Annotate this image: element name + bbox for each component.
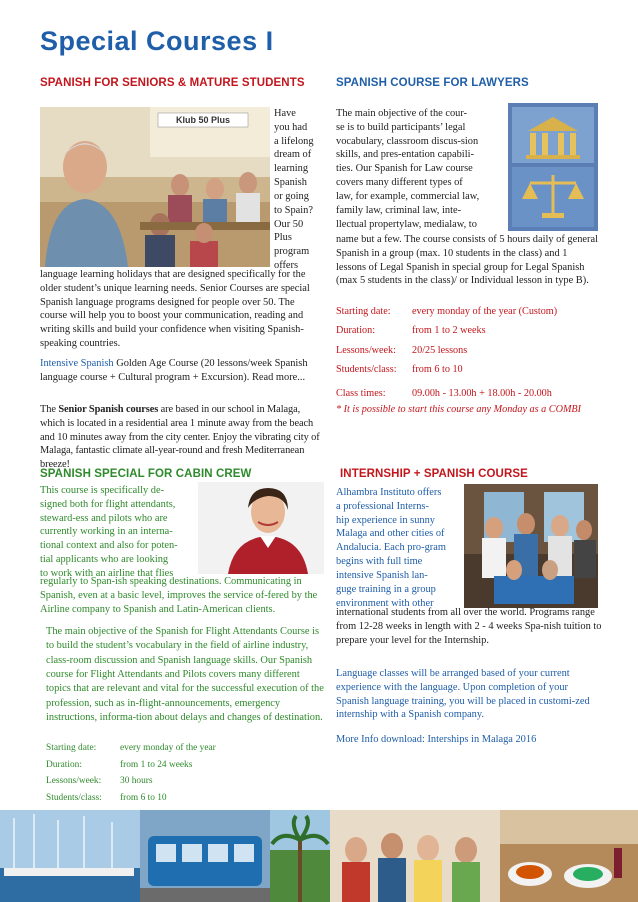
cabin-objective: The main objective of the Spanish for Flight Attendants Course is to build the student’s vocabulary in the field of airline industry, class-room discussion and Spanish language skills. Our Spanish course for Flight Attendants and Pilots covers many different topics that are relevant and vital for the successful execution of the profession, such as in-flight-announcements, emergency instructions, informa-tion about delays and changes of destination. [46, 626, 324, 724]
seniors-side-line: you had [274, 121, 308, 133]
internship-heading: INTERNSHIP + SPANISH COURSE [340, 468, 528, 480]
school-rest: are based in our school in Malaga, which is located in a residential area 1 minute away from the beach and 10 minutes away from the city center. Enjoy the vibrating city of Malaga, fantastic climate all-year-round and fresh Mediterranean breeze! [40, 404, 320, 471]
lawyers-line: se is to build participants’ legal [336, 121, 466, 133]
seniors-heading: SPANISH FOR SENIORS & MATURE STUDENTS [40, 77, 305, 89]
internship-more-info-link[interactable]: More Info download: Interships in Malaga 2016 [336, 734, 537, 745]
internship-line: Malaga and other cities of [336, 528, 445, 540]
lawyers-detail-row [336, 384, 606, 403]
internship-line: intensive Spanish lan- [336, 569, 428, 581]
internship-line: Andalucia. Each pro-gram [336, 542, 446, 554]
lawyers-line: covers many different types of [336, 177, 463, 189]
internship-photo [464, 484, 598, 608]
seniors-side-line: Plus [274, 232, 292, 244]
internship-body: international students from all over the world. Programs range from 12-28 weeks in length with 2 - 4 weeks Spa-nish tuition to prepare your level for the Internship. [336, 607, 602, 646]
detail-label: Starting date: [46, 743, 97, 753]
detail-label: Students/class: [336, 364, 397, 376]
lawyers-detail-row [336, 321, 606, 340]
detail-label: Class times: [336, 387, 386, 399]
internship-line: Alhambra Instituto offers [336, 487, 442, 498]
cabin-detail-row [46, 790, 306, 807]
detail-value: every monday of the year [120, 743, 216, 753]
intensive-rest: Golden Age Course (20 lessons/week Spanish language course + Cultural program + Excursion). Read more... [40, 358, 308, 383]
page-title: Special Courses I [40, 26, 274, 56]
detail-value: from 1 to 24 weeks [120, 759, 193, 770]
detail-value: from 6 to 10 [120, 793, 167, 804]
cabin-line: signed both for flight attendants, [40, 498, 176, 510]
detail-label: Duration: [46, 759, 82, 770]
lawyers-line: skills, and pres-entation capabili- [336, 149, 474, 161]
cabin-line: tional context and also for poten- [40, 540, 178, 552]
detail-label: Lessons/week: [46, 776, 102, 787]
detail-label: Lessons/week: [336, 344, 396, 356]
cabin-line: to work with an airline that flies [40, 567, 174, 579]
lawyers-line: ties. Our Spanish for Law course [336, 163, 473, 175]
lawyers-line: The main objective of the cour- [336, 108, 468, 119]
lawyers-body: name but a few. The course consists of 5 hours daily of general Spanish in a group (max. 10 students in the class) and 1 lessons of Legal Spanish in special group for Legal Spanish (max 5 students in the class)/ or Individual lesson in type B). [336, 234, 598, 287]
detail-value: from 1 to 2 weeks [412, 325, 486, 337]
seniors-side-line: program [274, 246, 310, 258]
cabin-line: tial applicants who are looking [40, 554, 169, 566]
intensive-spanish-link[interactable]: Intensive Spanish [40, 358, 114, 369]
internship-top-text [336, 486, 464, 610]
cabin-photo [198, 482, 324, 574]
seniors-body: language learning holidays that are designed specifically for the older student’s unique learning needs. Senior Courses are special Spanish language programs designed for people over 50. The course will help you to boost your communication, reading and writing skills and build your confidence when visiting Spanish-speaking countries. [40, 269, 310, 350]
detail-label: Students/class: [46, 793, 102, 804]
seniors-side-line: Have [274, 108, 296, 119]
lawyers-line: family law, criminal law, inte- [336, 204, 462, 216]
seniors-side-line: offers [274, 260, 299, 272]
seniors-side-text [274, 107, 324, 273]
seniors-side-line: learning [274, 163, 309, 175]
footer-photo-strip [0, 810, 638, 902]
detail-value: 09.00h - 13.00h + 18.00h - 20.00h [412, 387, 552, 399]
detail-value: from 6 to 10 [412, 364, 463, 376]
lawyers-heading: SPANISH COURSE FOR LAWYERS [336, 77, 529, 89]
cabin-heading: SPANISH SPECIAL FOR CABIN CREW [40, 468, 252, 480]
cabin-detail-row [46, 773, 306, 790]
internship-line: environment with other [336, 597, 434, 609]
klub-sign-text: Klub 50 Plus [175, 115, 231, 125]
seniors-side-line: Our 50 [274, 218, 304, 230]
internship-line: begins with full time [336, 556, 423, 568]
cabin-line: currently working in an interna- [40, 526, 173, 538]
cabin-detail-row [46, 740, 306, 757]
cabin-line: This course is specifically de- [40, 485, 165, 496]
lawyers-details [336, 302, 606, 416]
seniors-side-line: or going [274, 190, 309, 202]
lawyers-top-text [336, 107, 512, 231]
detail-label: Duration: [336, 325, 376, 337]
detail-label: Starting date: [336, 306, 391, 317]
lawyers-detail-row [336, 341, 606, 360]
internship-line: guge training in a group [336, 583, 436, 595]
seniors-photo [40, 107, 270, 267]
seniors-side-line: Spanish [274, 177, 307, 189]
cabin-detail-row [46, 757, 306, 774]
seniors-school [40, 403, 324, 472]
lawyers-detail-row [336, 302, 606, 321]
school-pre: The [40, 404, 59, 415]
lawyers-note: * It is possible to start this course any Monday as a COMBI [336, 403, 582, 415]
cabin-top-text [40, 484, 200, 581]
lawyers-line: law, for example, commercial law, [336, 190, 480, 202]
cabin-line: steward-ess and pilots who are [40, 512, 168, 524]
senior-spanish-courses: Senior Spanish courses [58, 404, 159, 415]
seniors-side-line: to Spain? [274, 204, 313, 216]
seniors-intensive [40, 357, 324, 385]
internship-line: hip experience in sunny [336, 514, 435, 526]
lawyers-line: vocabulary, classroom discus-sion [336, 135, 479, 147]
seniors-side-line: dream of [274, 149, 312, 161]
detail-value: 20/25 lessons [412, 344, 468, 356]
seniors-side-line: a lifelong [274, 135, 314, 147]
lawyers-line: llectual propertylaw, medialaw, to [336, 218, 477, 230]
internship-classes: Language classes will be arranged based of your current experience with the language. Upon completion of your Spanish language training, you will be placed in customi-zed internship with a Spanish company. [336, 668, 590, 721]
cabin-body: regularly to Span-ish speaking destinations. Communicating in Spanish, even at a basic level, improves the service of-fered by the Airline company to Spanish and Latin-American clients. [40, 576, 318, 615]
internship-line: a professional Interns- [336, 500, 429, 512]
lawyers-photo [508, 103, 598, 231]
lawyers-detail-row [336, 360, 606, 379]
detail-value: every monday of the year (Custom) [412, 306, 558, 317]
detail-value: 30 hours [120, 776, 153, 787]
